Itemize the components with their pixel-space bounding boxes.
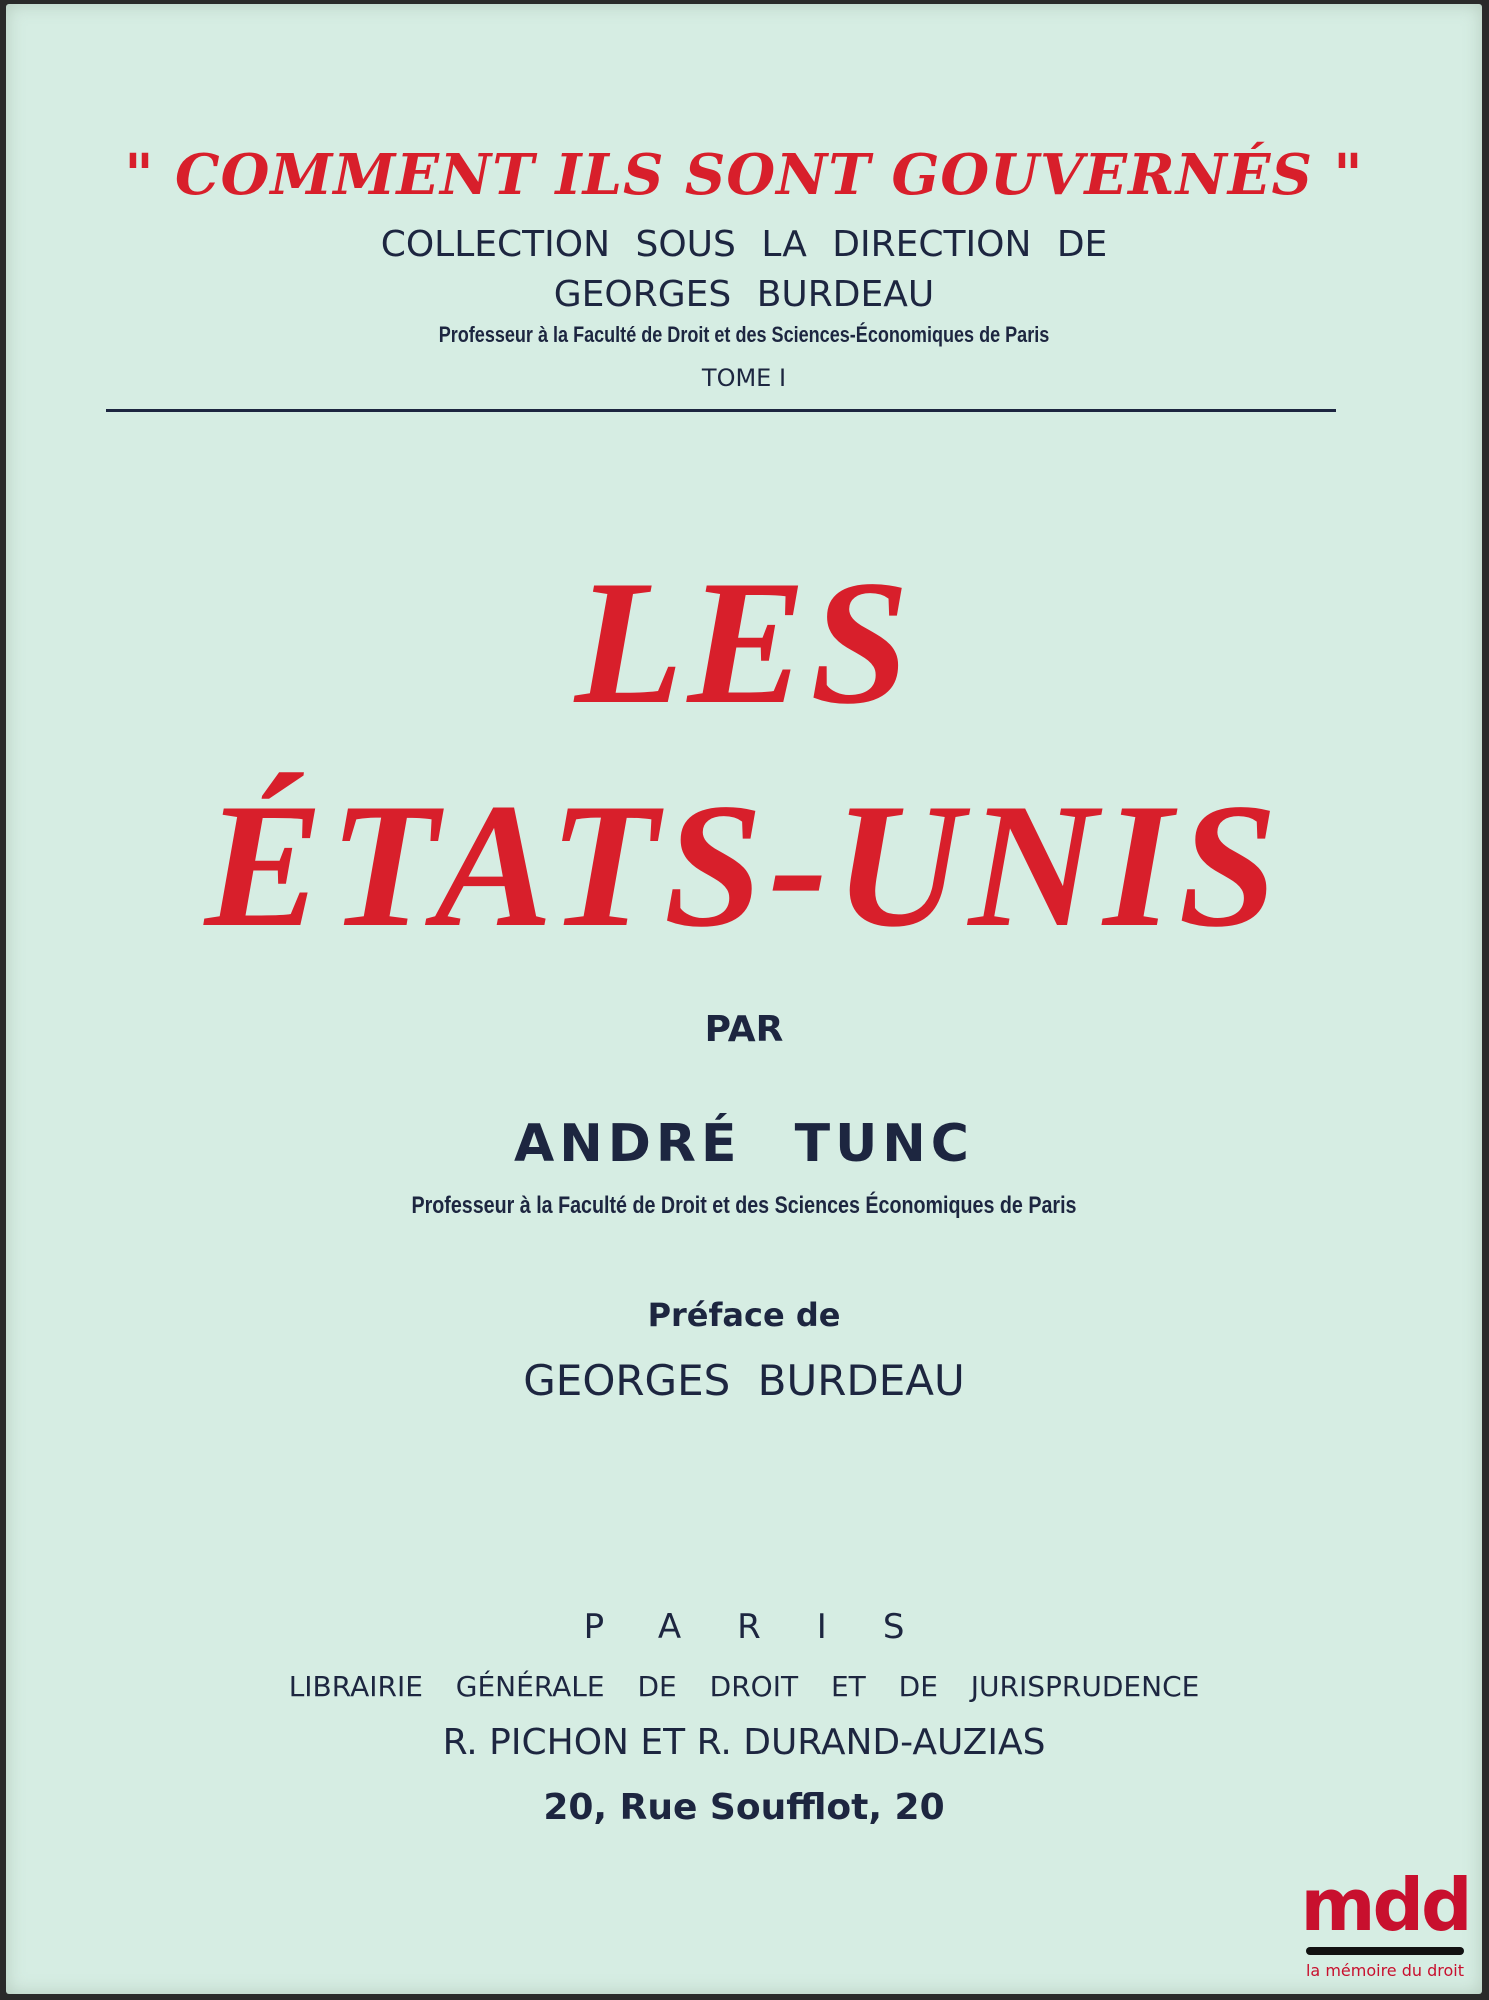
collection-director: GEORGES BURDEAU <box>553 274 935 315</box>
collection-line: COLLECTION SOUS LA DIRECTION DE <box>380 224 1108 265</box>
preface-author: GEORGES BURDEAU <box>523 1356 965 1405</box>
series-title: " COMMENT ILS SONT GOUVERNÉS " <box>124 142 1364 208</box>
book-cover <box>6 4 1482 1994</box>
author-name: ANDRÉ TUNC <box>514 1114 974 1174</box>
author-affiliation: Professeur à la Faculté de Droit et des Sciences Économiques de Paris <box>411 1192 1077 1219</box>
logo-mark: mdd <box>1300 1863 1470 1947</box>
divider-rule <box>106 409 1336 412</box>
publisher-name: LIBRAIRIE GÉNÉRALE DE DROIT ET DE JURISPRUDENCE <box>288 1670 1200 1703</box>
publisher-owners: R. PICHON ET R. DURAND-AUZIAS <box>442 1722 1046 1763</box>
title-line-1: LES <box>574 543 914 741</box>
logo-tagline: la mémoire du droit <box>1305 1961 1464 1980</box>
publisher-city: PARIS <box>583 1607 961 1647</box>
mdd-watermark-logo <box>1300 1863 1470 1980</box>
preface-label: Préface de <box>647 1296 841 1334</box>
volume-label: TOME I <box>701 364 787 392</box>
title-line-2: ÉTATS-UNIS <box>204 766 1284 964</box>
by-label: PAR <box>704 1009 784 1050</box>
logo-bar <box>1306 1947 1464 1955</box>
director-affiliation: Professeur à la Faculté de Droit et des Sciences-Économiques de Paris <box>438 322 1050 347</box>
publisher-address: 20, Rue Soufflot, 20 <box>543 1787 945 1828</box>
